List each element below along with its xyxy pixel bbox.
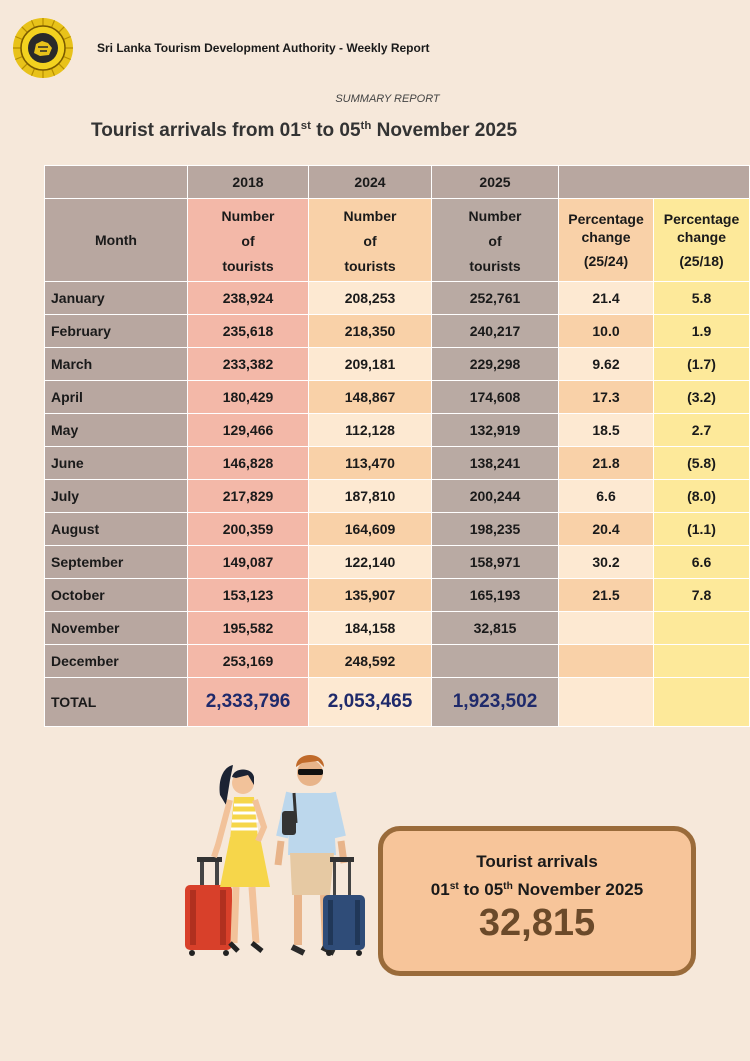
table-row [45, 546, 750, 579]
month-cell: February [45, 315, 188, 348]
value-2024-cell: 184,158 [309, 612, 432, 645]
value-2018-cell: 195,582 [188, 612, 309, 645]
total-2018: 2,333,796 [188, 678, 309, 727]
value-2018-cell: 235,618 [188, 315, 309, 348]
table-row [45, 579, 750, 612]
table-row [45, 480, 750, 513]
pct-25-18-cell: (5.8) [654, 447, 750, 480]
month-cell: November [45, 612, 188, 645]
pct-25-18-cell [654, 612, 750, 645]
value-2025-cell: 198,235 [432, 513, 559, 546]
pct-25-18-cell: (1.7) [654, 348, 750, 381]
value-2024-cell: 113,470 [309, 447, 432, 480]
table-row [45, 645, 750, 678]
header-blank [45, 166, 188, 199]
table-row [45, 282, 750, 315]
value-2024-cell: 218,350 [309, 315, 432, 348]
year-header-2025: 2025 [432, 166, 559, 199]
value-2018-cell: 149,087 [188, 546, 309, 579]
table-row [45, 513, 750, 546]
pct-25-24-cell [559, 612, 654, 645]
value-2025-cell: 200,244 [432, 480, 559, 513]
total-2025: 1,923,502 [432, 678, 559, 727]
value-2018-cell: 233,382 [188, 348, 309, 381]
year-header-2018: 2018 [188, 166, 309, 199]
total-pct-25-24 [559, 678, 654, 727]
month-cell: July [45, 480, 188, 513]
total-label: TOTAL [45, 678, 188, 727]
callout-date-range: 01st to 05th November 2025 [430, 880, 644, 899]
pct-25-18-cell: 6.6 [654, 546, 750, 579]
month-cell: March [45, 348, 188, 381]
arrivals-callout-box [378, 826, 696, 976]
month-cell: January [45, 282, 188, 315]
month-cell: December [45, 645, 188, 678]
value-2025-cell: 174,608 [432, 381, 559, 414]
pct-change-header-25-24: Percentage change (25/24) [559, 199, 654, 282]
pct-25-24-cell: 9.62 [559, 348, 654, 381]
pct-25-18-cell: 7.8 [654, 579, 750, 612]
summary-report-label: SUMMARY REPORT [335, 93, 440, 105]
value-2024-cell: 135,907 [309, 579, 432, 612]
table-row [45, 315, 750, 348]
total-2024: 2,053,465 [309, 678, 432, 727]
sri-lanka-lion-emblem-icon [12, 17, 74, 79]
total-pct-25-18 [654, 678, 750, 727]
value-2025-cell [432, 645, 559, 678]
value-2018-cell: 129,466 [188, 414, 309, 447]
pct-25-24-cell: 21.5 [559, 579, 654, 612]
month-cell: September [45, 546, 188, 579]
pct-25-18-cell: (8.0) [654, 480, 750, 513]
value-2025-cell: 138,241 [432, 447, 559, 480]
pct-25-18-cell: (1.1) [654, 513, 750, 546]
month-cell: August [45, 513, 188, 546]
table-row [45, 348, 750, 381]
page-title: Tourist arrivals from 01st to 05th November 2025 [91, 120, 518, 141]
value-2018-cell: 146,828 [188, 447, 309, 480]
value-2024-cell: 187,810 [309, 480, 432, 513]
value-2024-cell: 209,181 [309, 348, 432, 381]
value-2018-cell: 153,123 [188, 579, 309, 612]
pct-25-24-cell: 17.3 [559, 381, 654, 414]
table-row [45, 381, 750, 414]
value-2024-cell: 164,609 [309, 513, 432, 546]
table-row [45, 612, 750, 645]
table-row [45, 414, 750, 447]
pct-25-18-cell: (3.2) [654, 381, 750, 414]
value-2025-cell: 165,193 [432, 579, 559, 612]
value-2024-cell: 122,140 [309, 546, 432, 579]
header-blank-pct [559, 166, 750, 199]
value-2025-cell: 132,919 [432, 414, 559, 447]
pct-25-24-cell: 10.0 [559, 315, 654, 348]
arrivals-table [44, 165, 750, 727]
pct-25-24-cell: 30.2 [559, 546, 654, 579]
value-2018-cell: 238,924 [188, 282, 309, 315]
value-2024-cell: 148,867 [309, 381, 432, 414]
pct-25-24-cell: 21.8 [559, 447, 654, 480]
pct-25-24-cell: 6.6 [559, 480, 654, 513]
pct-25-18-cell: 2.7 [654, 414, 750, 447]
value-2018-cell: 200,359 [188, 513, 309, 546]
pct-25-24-cell: 18.5 [559, 414, 654, 447]
pct-25-18-cell: 5.8 [654, 282, 750, 315]
value-2018-cell: 253,169 [188, 645, 309, 678]
table-row [45, 447, 750, 480]
pct-25-24-cell: 20.4 [559, 513, 654, 546]
value-2024-cell: 248,592 [309, 645, 432, 678]
month-cell: May [45, 414, 188, 447]
value-2025-cell: 252,761 [432, 282, 559, 315]
value-2025-cell: 240,217 [432, 315, 559, 348]
value-2018-cell: 180,429 [188, 381, 309, 414]
month-cell: June [45, 447, 188, 480]
callout-value: 32,815 [478, 902, 596, 944]
value-2025-cell: 229,298 [432, 348, 559, 381]
value-2018-cell: 217,829 [188, 480, 309, 513]
pct-25-24-cell: 21.4 [559, 282, 654, 315]
num-tourists-header-2024: Number of tourists [309, 199, 432, 282]
num-tourists-header-2025: Number of tourists [432, 199, 559, 282]
organization-title: Sri Lanka Tourism Development Authority - Weekly Report [97, 41, 430, 55]
value-2024-cell: 112,128 [309, 414, 432, 447]
value-2025-cell: 158,971 [432, 546, 559, 579]
num-tourists-header-2018: Number of tourists [188, 199, 309, 282]
pct-change-header-25-18: Percentage change (25/18) [654, 199, 750, 282]
callout-title: Tourist arrivals [476, 852, 598, 871]
pct-25-24-cell [559, 645, 654, 678]
month-cell: October [45, 579, 188, 612]
year-header-2024: 2024 [309, 166, 432, 199]
pct-25-18-cell [654, 645, 750, 678]
value-2024-cell: 208,253 [309, 282, 432, 315]
tourist-couple-with-luggage-illustration [178, 745, 378, 970]
value-2025-cell: 32,815 [432, 612, 559, 645]
month-column-header: Month [45, 199, 188, 282]
pct-25-18-cell: 1.9 [654, 315, 750, 348]
month-cell: April [45, 381, 188, 414]
